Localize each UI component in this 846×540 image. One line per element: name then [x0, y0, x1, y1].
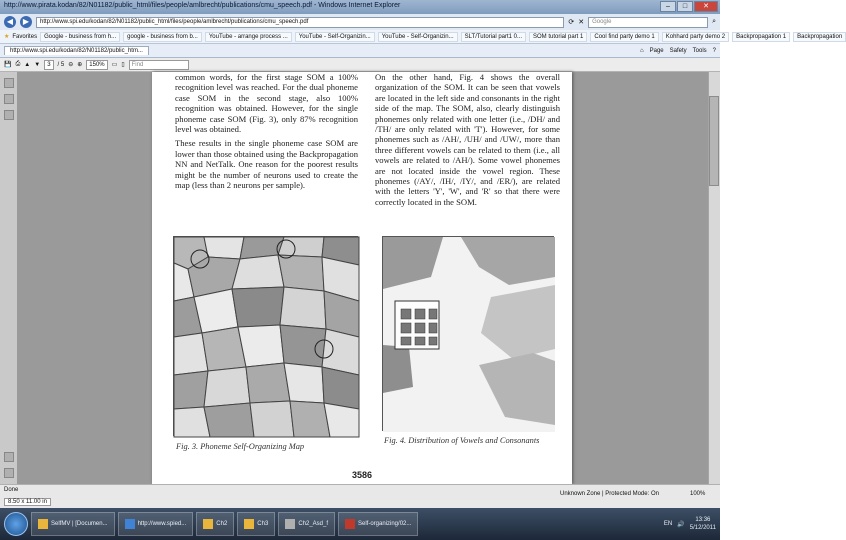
phoneme-som-picture [174, 237, 359, 437]
status-bar [0, 484, 720, 508]
taskbar-item[interactable]: Ch2 [196, 512, 234, 536]
favorite-link[interactable]: Backpropagation 1 [732, 32, 790, 42]
minimize-button[interactable]: – [660, 1, 676, 12]
window-controls [660, 1, 718, 12]
zoom-in-icon[interactable]: ⊕ [77, 62, 83, 68]
close-button[interactable]: ✕ [694, 1, 718, 12]
favorite-link[interactable]: Cool find party demo 1 [590, 32, 658, 42]
zoom-out-icon[interactable]: ⊖ [68, 62, 74, 68]
favorites-bar [0, 30, 843, 44]
zoom-level[interactable]: 100% [690, 491, 706, 497]
fig4-caption: Fig. 4. Distribution of Vowels and Consonants [384, 436, 540, 445]
favorite-link[interactable]: YouTube - arrange process ... [205, 32, 292, 42]
page-total: / 5 [57, 61, 65, 68]
window-title: http://www.pirata.kodan/82/N01182/public_html/files/people/amlbrecht/publications/cmu_speech.pdf - Windows Internet Explorer [4, 2, 401, 9]
fig3-image [173, 236, 358, 436]
refresh-icon[interactable]: ⟳ [568, 19, 575, 26]
volume-icon[interactable]: 🔊 [677, 521, 685, 528]
next-page-icon[interactable]: ▼ [34, 61, 41, 68]
status-text: Done [4, 487, 19, 493]
pdf-icon [345, 519, 355, 529]
security-zone: Unknown Zone | Protected Mode: On [560, 491, 659, 497]
left-text-column [175, 72, 358, 194]
paragraph: common words, for the first stage SOM a 100% recognition level was reached. For the dual phoneme case SOM in the second stage, also 100% recognition was obtained. However, for the single phoneme case SOM (Fig. 3), only 87% recognition level was obtained. [175, 72, 358, 135]
clock[interactable] [690, 516, 716, 532]
favorite-link[interactable]: SOM tutorial part 1 [529, 32, 587, 42]
tools-menu[interactable]: Tools [692, 47, 707, 54]
zoom-select[interactable]: 150% [86, 60, 107, 70]
help-icon[interactable]: ? [712, 47, 716, 54]
favorites-star-icon[interactable]: ★ [4, 34, 10, 40]
home-icon[interactable]: ⌂ [639, 47, 644, 54]
taskbar-item[interactable]: Ch2_Asd_f [278, 512, 335, 536]
url-input[interactable]: http://www.spi.edu/kodan/82/N01182/public_html/files/people/amlbrecht/publications/cmu_speech.pdf [36, 17, 564, 28]
window-title-bar [0, 0, 720, 14]
attachments-panel-icon[interactable] [4, 94, 14, 104]
forward-button[interactable]: ▶ [20, 16, 32, 28]
taskbar-item[interactable]: SelfMV | [Documen... [31, 512, 115, 536]
fig4-image [382, 236, 554, 431]
pages-panel-icon[interactable] [4, 78, 14, 88]
favorite-link[interactable]: Kohhard party demo 2 [662, 32, 729, 42]
app-icon [285, 519, 295, 529]
save-icon[interactable]: 💾 [4, 62, 12, 68]
fit-page-icon[interactable]: ▭ [111, 62, 118, 68]
scrollbar-thumb[interactable] [709, 96, 719, 186]
folder-icon [244, 519, 254, 529]
fit-width-icon[interactable]: ▯ [121, 62, 125, 68]
maximize-button[interactable]: □ [677, 1, 693, 12]
search-input[interactable]: Google [588, 17, 708, 28]
prev-page-icon[interactable]: ▲ [24, 61, 31, 68]
favorite-link[interactable]: YouTube - Self-Organizin... [378, 32, 458, 42]
print-icon[interactable]: ⎙ [15, 61, 21, 67]
tab-active[interactable]: http://www.spi.edu/kodan/82/N01182/public_htm... [4, 46, 149, 55]
taskbar-item[interactable]: Ch3 [237, 512, 275, 536]
clock-time: 13:36 [695, 517, 711, 523]
sidebar-tool-icon[interactable] [4, 452, 14, 462]
taskbar-item[interactable]: http://www.spied... [118, 512, 194, 536]
paragraph: On the other hand, Fig. 4 shows the overall organization of the SOM. It can be seen that vowels are located in the left side and consonants in the right side of the map. The SOM, also, clearly distinguish phonemes only related with one letter (i.e., /DH/ and /TH/ are only related with 'T'). However, for some phonemes such as /AH/, /UH/ and /UW/, more than three different vowels can be related to them (i.e., all vowels are related to /AH/). Some vowel phonemes are not located inside the vowel region. These phonemes (/AY/, /IH/, /IY/, and /ER/), are related with the letters 'Y', 'W', and 'R' so that there were correctly located in the SOM. [375, 72, 560, 207]
safety-menu[interactable]: Safety [669, 47, 687, 54]
taskbar-item[interactable]: Self-organizing/02... [338, 512, 418, 536]
start-button[interactable] [4, 512, 28, 536]
find-input[interactable]: Find [129, 60, 189, 70]
comments-panel-icon[interactable] [4, 110, 14, 120]
vowel-consonant-map-picture [383, 237, 555, 432]
clock-date: 5/12/2011 [689, 525, 716, 531]
app-icon [125, 519, 135, 529]
address-bar [0, 14, 720, 30]
pdf-sidebar [0, 72, 18, 484]
language-indicator[interactable]: EN [663, 521, 673, 527]
favorites-button[interactable]: Favorites [12, 33, 38, 40]
command-bar [640, 48, 716, 54]
page-number-input[interactable]: 3 [44, 60, 53, 70]
stop-icon[interactable]: ✕ [578, 19, 585, 26]
back-button[interactable]: ◀ [4, 16, 16, 28]
search-icon[interactable]: ⌕ [712, 18, 716, 25]
page-menu[interactable]: Page [649, 47, 664, 54]
tab-bar [0, 44, 720, 58]
pdf-toolbar [0, 58, 720, 72]
page-size-readout: 8.50 x 11.00 in [4, 498, 51, 506]
folder-icon [203, 519, 213, 529]
page-number: 3586 [352, 470, 373, 480]
favorite-link[interactable]: SLT/Tutorial part1 0... [461, 32, 526, 42]
taskbar [0, 508, 720, 540]
app-icon [38, 519, 48, 529]
favorite-link[interactable]: Backpropagation [793, 32, 846, 42]
fig3-caption: Fig. 3. Phoneme Self-Organizing Map [176, 442, 305, 451]
favorite-link[interactable]: Google - business from h... [40, 32, 120, 42]
system-tray [664, 516, 716, 532]
right-text-column [375, 72, 560, 211]
favorite-link[interactable]: google - business from b... [123, 32, 202, 42]
sidebar-tool-icon[interactable] [4, 468, 14, 478]
favorite-link[interactable]: YouTube - Self-Organizin... [295, 32, 375, 42]
paragraph: These results in the single phoneme case SOM are lower than those obtained using the Backpropagation NN and NetTalk. One reason for the poorest results might be the number of neurons used to create the map (less than 2 neurons per sample). [175, 138, 358, 191]
